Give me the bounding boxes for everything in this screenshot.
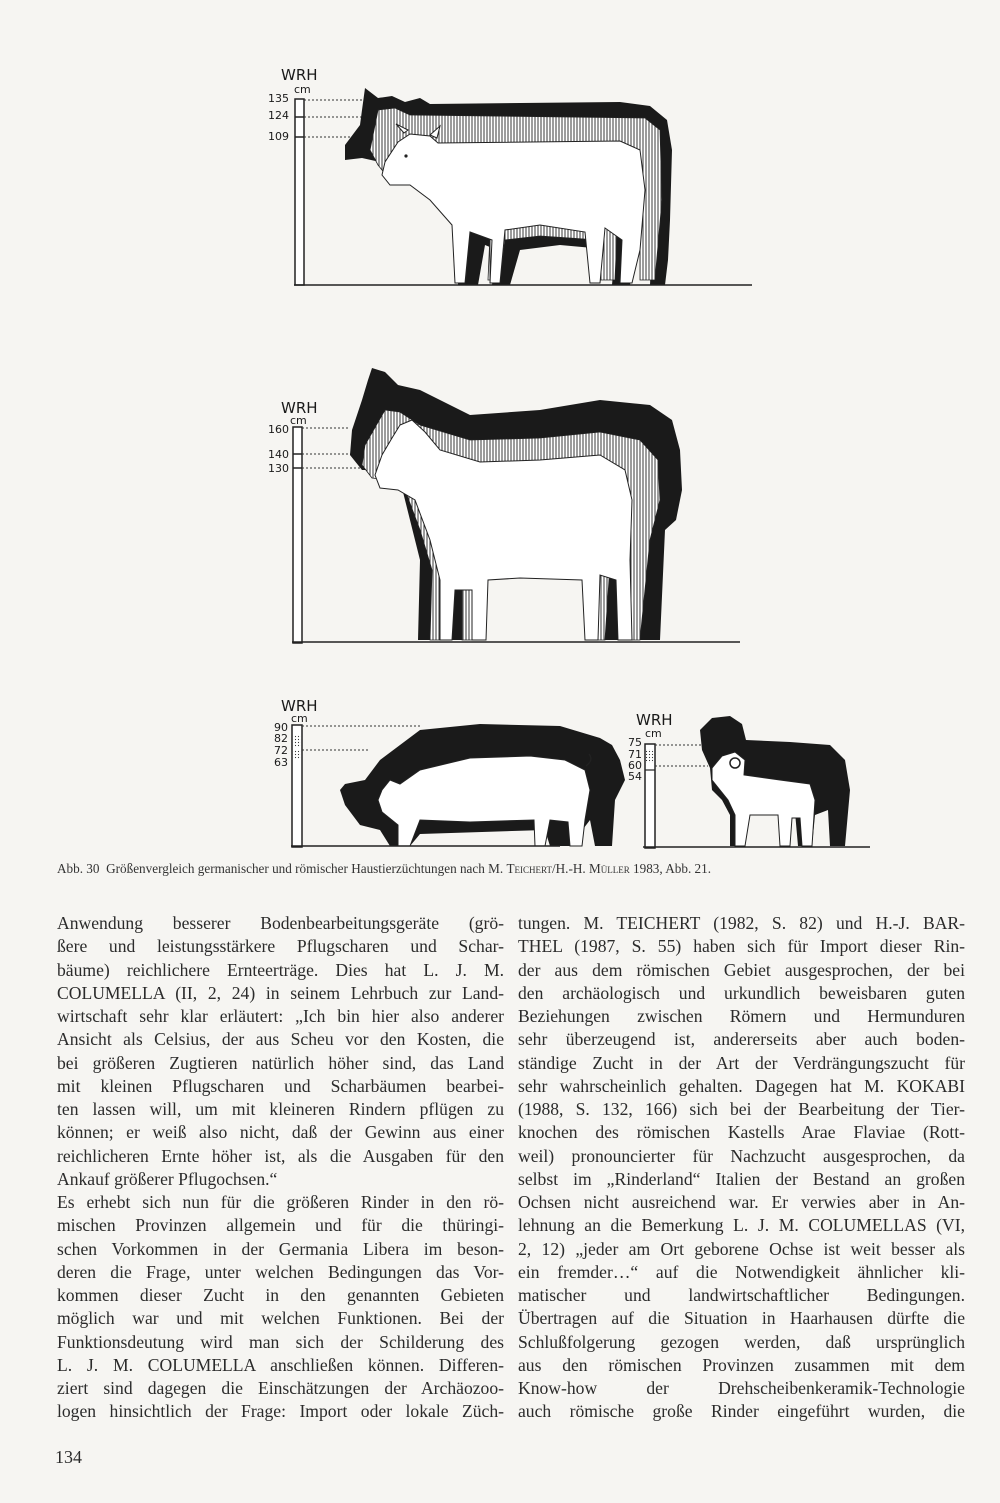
text-line: bäume) reichlichere Ernteerträge. Dies hat L. J. M.: [57, 959, 504, 980]
text-line: den archäologisch und urkundlich beweisbaren guten: [518, 982, 965, 1003]
axis-title: WRH: [281, 697, 318, 715]
body-column-right: [518, 912, 965, 1424]
text-line: COLUMELLA (II, 2, 24) in seinem Lehrbuch zur Land-: [57, 982, 504, 1003]
tick-label: 63: [274, 756, 288, 769]
text-line: aus den römischen Provinzen zusammen mit dem: [518, 1354, 965, 1375]
axis-unit: cm: [291, 712, 308, 725]
text-line: ßere und leistungsstärkere Pflugscharen und Schar-: [57, 936, 504, 957]
tick-label: 72: [274, 744, 288, 757]
axis-unit: cm: [645, 727, 662, 740]
tick-label: 109: [268, 130, 289, 143]
text-line: auch römische große Rinder eingeführt wurden, die: [518, 1401, 965, 1422]
text-line: selbst im „Rinderland“ Italien der Bestand an großen: [518, 1168, 965, 1189]
axis-title: WRH: [281, 399, 318, 417]
text-line: sehr überzeugend ist, andererseits aber auch boden-: [518, 1029, 965, 1050]
text-line: matischer und landwirtschaftlicher Bedingungen.: [518, 1285, 965, 1305]
caption-author: Müller: [588, 861, 630, 876]
text-line: können; er weiß also nicht, daß der Gewinn aus einer: [57, 1122, 504, 1143]
text-line: wirtschaft sehr klar erläutert: „Ich bin hier also anderer: [57, 1006, 504, 1026]
text-line: Ansicht als Celsius, der aus Scheu vor den Kosten, die: [57, 1029, 504, 1050]
text-line: logen hinsichtlich der Frage: Import oder lokale Züch-: [57, 1401, 504, 1422]
text-line: L. J. M. COLUMELLA anschließen können. Differen-: [57, 1354, 504, 1375]
caption-text: Größenvergleich germanischer und römischer Haustierzüchtungen nach M.: [106, 861, 504, 876]
text-line: kommen dieser Zucht in den genannten Gebieten: [57, 1285, 504, 1305]
text-line: Anwendung besserer Bodenbearbeitungsgeräte (grö-: [57, 913, 504, 933]
text-line: Schlußfolgerung gezogen werden, daß ursprünglich: [518, 1331, 965, 1352]
tick-label: 124: [268, 109, 289, 122]
tick-label: 135: [268, 92, 289, 105]
text-line: der aus dem römischen Gebiet ausgesprochen, der bei: [518, 959, 965, 980]
text-line: sehr wahrscheinlich gehalten. Dagegen hat M. KOKABI: [518, 1075, 965, 1096]
text-line: bei größeren Zugtieren natürlich höher sind, das Land: [57, 1052, 504, 1073]
text-line: Ankauf größerer Pflugochsen.“: [57, 1168, 278, 1189]
caption-text: 1983, Abb. 21.: [633, 861, 712, 876]
axis-unit: cm: [290, 414, 307, 427]
tick-label: 140: [268, 448, 289, 461]
caption-text: /H.-H.: [551, 861, 586, 876]
text-line: lehnung an die Bemerkung L. J. M. COLUMELLAS (VI,: [518, 1215, 965, 1236]
caption-label: Abb. 30: [57, 861, 100, 876]
figure-caption: [57, 861, 957, 877]
text-line: weil) pronouncierter für Nachzucht ausgesprochen, da: [518, 1145, 965, 1166]
text-line: ten lassen will, um mit kleineren Rindern pflügen zu: [57, 1099, 504, 1119]
body-column-left: [57, 912, 504, 1424]
text-line: mischen Provinzen allgemein und für die thüringi-: [57, 1215, 504, 1236]
text-line: Übertragen auf die Situation in Haarhausen dürfte die: [518, 1308, 965, 1329]
axis-title: WRH: [281, 66, 318, 84]
tick-label: 90: [274, 721, 288, 734]
tick-label: 75: [628, 736, 642, 749]
text-line: ständige Zucht in der Art der Verdrängungszucht für: [518, 1052, 965, 1073]
text-line: Es erhebt sich nun für die größeren Rinder in den rö-: [57, 1192, 504, 1212]
tick-label: 130: [268, 462, 289, 475]
text-line: Ochsen nicht ausreichend war. Er verwies aber in An-: [518, 1192, 965, 1212]
text-line: Funktionsdeutung wird man sich der Schilderung des: [57, 1331, 504, 1352]
text-line: (1988, S. 132, 166) sich bei der Bearbeitung der Tier-: [518, 1099, 965, 1119]
text-line: reichlicheren Ernte höher ist, als die Ausgaben für den: [57, 1145, 504, 1166]
tick-label: 71: [628, 748, 642, 761]
text-line: schen Vorkommen in der Germania Libera im beson-: [57, 1238, 504, 1259]
axis-title: WRH: [636, 711, 673, 729]
tick-label: 60: [628, 759, 642, 772]
tick-label: 82: [274, 732, 288, 745]
tick-label: 54: [628, 770, 642, 783]
text-line: tungen. M. TEICHERT (1982, S. 82) und H.-J. BAR-: [518, 913, 965, 933]
text-line: mit kleinen Pflugscharen und Scharbäumen bearbei-: [57, 1075, 504, 1096]
caption-author: Teichert: [506, 861, 552, 876]
text-line: deren die Frage, unter welchen Bedingungen das Vor-: [57, 1261, 504, 1282]
text-line: Know-how der Drehscheibenkeramik-Technologie: [518, 1378, 965, 1398]
text-line: ein fremder…“ auf die Notwendigkeit ähnlicher kli-: [518, 1261, 965, 1282]
text-line: möglich war und mit welchen Funktionen. Bei der: [57, 1308, 504, 1329]
text-line: Beziehungen zwischen Römern und Hermunduren: [518, 1006, 965, 1026]
axis-unit: cm: [294, 83, 311, 96]
text-line: ziert sind dagegen die Einschätzungen der Archäozoo-: [57, 1378, 504, 1398]
text-line: 2, 12) „jeder am Ort geborene Ochse ist weit besser als: [518, 1238, 965, 1259]
text-line: knochen des römischen Kastells Arae Flaviae (Rott-: [518, 1122, 965, 1143]
tick-label: 160: [268, 423, 289, 436]
text-line: THEL (1987, S. 55) haben sich für Import dieser Rin-: [518, 936, 965, 957]
page-number: 134: [55, 1447, 82, 1467]
